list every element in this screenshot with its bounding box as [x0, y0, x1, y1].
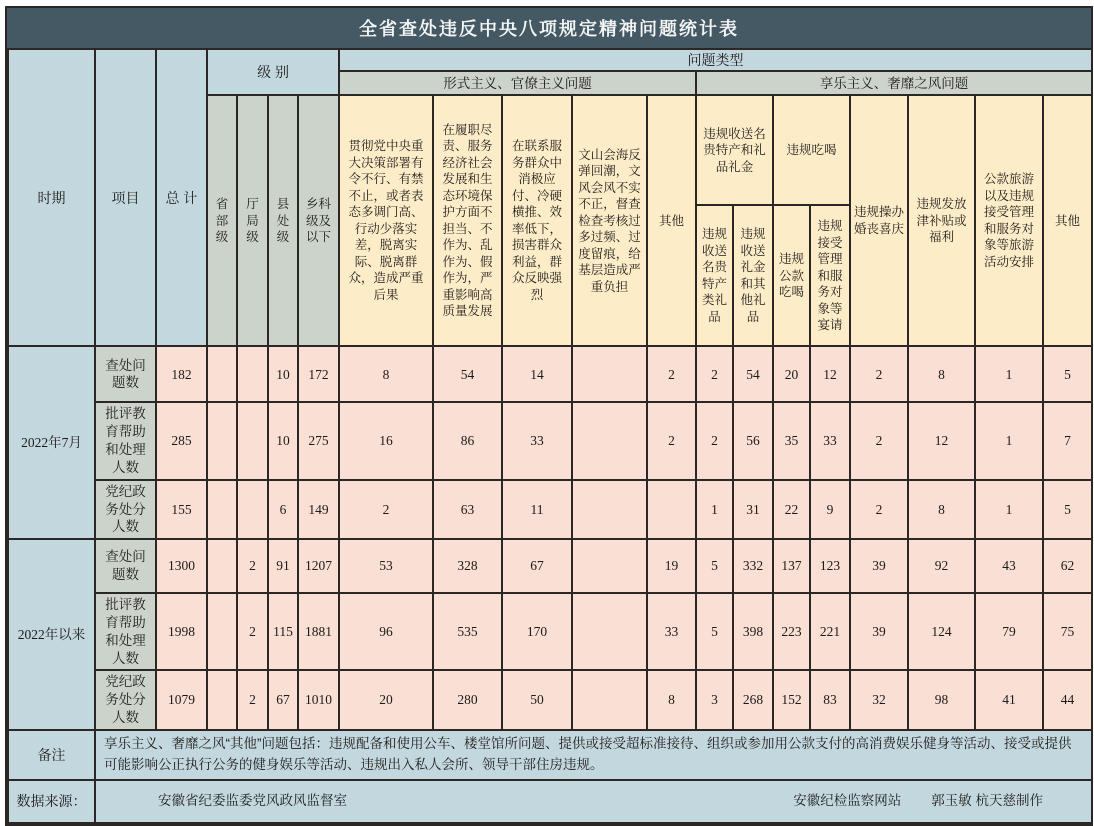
col-header-gifts-money: 违规收送礼金和其他礼品: [733, 205, 773, 346]
data-cell: 1079: [156, 670, 207, 729]
group-header-formalism: 形式主义、官僚主义问题: [339, 71, 696, 95]
data-cell: 41: [975, 670, 1043, 729]
data-cell: 2: [850, 480, 908, 539]
col-header-formalism-other: 其他: [647, 95, 696, 346]
data-cell: 86: [433, 402, 502, 479]
data-cell: [572, 346, 647, 402]
data-cell: [207, 480, 237, 539]
data-cell: [207, 539, 237, 593]
data-cell: 5: [696, 539, 733, 593]
source-organization: 安徽省纪委监委党风政风监督室: [158, 793, 347, 809]
data-cell: 67: [268, 670, 298, 729]
data-cell: 280: [433, 670, 502, 729]
data-cell: 43: [975, 539, 1043, 593]
data-cell: 9: [810, 480, 850, 539]
data-cell: [207, 670, 237, 729]
source-right-group: [793, 792, 1043, 810]
source-row: [8, 780, 1092, 823]
data-cell: [237, 346, 268, 402]
data-cell: [207, 593, 237, 670]
data-cell: 2: [237, 593, 268, 670]
col-header-problem-type: 问题类型: [339, 49, 1092, 71]
data-cell: [572, 480, 647, 539]
data-cell: 91: [268, 539, 298, 593]
data-cell: 1: [975, 346, 1043, 402]
col-header-weddings-funerals: 违规操办婚丧喜庆: [850, 95, 908, 346]
source-website: 安徽纪检监察网站: [793, 793, 902, 809]
data-cell: 56: [733, 402, 773, 479]
data-cell: 8: [339, 346, 433, 402]
data-cell: 535: [433, 593, 502, 670]
data-cell: 1207: [298, 539, 339, 593]
data-cell: 152: [773, 670, 810, 729]
data-cell: 44: [1043, 670, 1092, 729]
data-cell: [237, 480, 268, 539]
data-cell: 1: [975, 480, 1043, 539]
data-cell: 39: [850, 539, 908, 593]
col-header-dining-banquets: 违规接受管理和服务对象等宴请: [810, 205, 850, 346]
data-cell: 79: [975, 593, 1043, 670]
data-cell: 33: [647, 593, 696, 670]
data-cell: 8: [647, 670, 696, 729]
period-label-july-2022: 2022年7月: [8, 346, 95, 539]
col-header-level-township: 乡科级及以下: [298, 95, 339, 346]
data-cell: 1300: [156, 539, 207, 593]
data-cell: 2: [850, 346, 908, 402]
source-label: 数据来源：: [8, 780, 95, 823]
col-header-level-group: 级 别: [207, 49, 339, 95]
data-cell: 50: [502, 670, 572, 729]
data-cell: 8: [908, 480, 975, 539]
data-cell: [647, 480, 696, 539]
row-label-disciplinary-action: 党纪政务处分人数: [95, 670, 156, 729]
data-cell: 3: [696, 670, 733, 729]
data-cell: 98: [908, 670, 975, 729]
data-cell: 1998: [156, 593, 207, 670]
data-cell: 223: [773, 593, 810, 670]
data-cell: [572, 539, 647, 593]
data-cell: [207, 402, 237, 479]
data-cell: 123: [810, 539, 850, 593]
data-cell: 31: [733, 480, 773, 539]
data-cell: 170: [502, 593, 572, 670]
data-cell: 67: [502, 539, 572, 593]
data-cell: 2: [647, 402, 696, 479]
data-cell: 12: [810, 346, 850, 402]
data-cell: 92: [908, 539, 975, 593]
data-cell: 33: [502, 402, 572, 479]
header-row-1: [8, 49, 1092, 71]
data-cell: 83: [810, 670, 850, 729]
data-cell: 275: [298, 402, 339, 479]
data-cell: 11: [502, 480, 572, 539]
table-row: [8, 480, 1092, 539]
data-cell: [572, 402, 647, 479]
col-header-hedonism-other: 其他: [1043, 95, 1092, 346]
data-cell: 53: [339, 539, 433, 593]
row-label-disciplinary-action: 党纪政务处分人数: [95, 480, 156, 539]
data-cell: 155: [156, 480, 207, 539]
data-cell: 2: [647, 346, 696, 402]
data-cell: 5: [1043, 480, 1092, 539]
col-header-level-department: 厅局级: [237, 95, 268, 346]
data-cell: 137: [773, 539, 810, 593]
data-cell: 32: [850, 670, 908, 729]
row-label-problems-found: 查处问题数: [95, 539, 156, 593]
data-cell: 54: [433, 346, 502, 402]
data-cell: 2: [696, 346, 733, 402]
table-row: [8, 593, 1092, 670]
table-row: [8, 346, 1092, 402]
data-cell: 22: [773, 480, 810, 539]
col-header-item: 项目: [95, 49, 156, 346]
note-text: 享乐主义、奢靡之风“其他”问题包括：违规配备和使用公车、楼堂馆所问题、提供或接受超标准接待、组织或参加用公款支付的高消费娱乐健身等活动、接受或提供可能影响公正执行公务的健身娱乐等活动、违规出入私人会所、领导干部住房违规。: [95, 730, 1092, 780]
data-cell: 10: [268, 402, 298, 479]
table-title: 全省查处违反中央八项规定精神问题统计表: [7, 8, 1091, 48]
col-header-formalism-2: 在履职尽责、服务经济社会发展和生态环境保护方面不担当、不作为、乱作为、假作为，严重影响高质量发展: [433, 95, 502, 346]
data-cell: 16: [339, 402, 433, 479]
data-cell: 75: [1043, 593, 1092, 670]
data-cell: 20: [339, 670, 433, 729]
data-cell: [237, 402, 268, 479]
data-cell: 39: [850, 593, 908, 670]
group-header-dining: 违规吃喝: [773, 95, 850, 205]
statistics-table: [7, 48, 1093, 824]
data-cell: 2: [237, 539, 268, 593]
data-cell: 6: [268, 480, 298, 539]
source-content: [95, 780, 1092, 823]
col-header-level-county: 县处级: [268, 95, 298, 346]
data-cell: 12: [908, 402, 975, 479]
data-cell: 8: [908, 346, 975, 402]
data-cell: 1010: [298, 670, 339, 729]
col-header-formalism-4: 文山会海反弹回潮，文风会风不实不正，督查检查考核过多过频、过度留痕，给基层造成严重负担: [572, 95, 647, 346]
data-cell: 2: [339, 480, 433, 539]
data-cell: 62: [1043, 539, 1092, 593]
data-cell: 332: [733, 539, 773, 593]
data-cell: 63: [433, 480, 502, 539]
col-header-dining-public-funds: 违规公款吃喝: [773, 205, 810, 346]
col-header-gifts-specialty: 违规收送名贵特产类礼品: [696, 205, 733, 346]
data-cell: 1: [696, 480, 733, 539]
col-header-formalism-3: 在联系服务群众中消极应付、冷硬横推、效率低下，损害群众利益，群众反映强烈: [502, 95, 572, 346]
group-header-gifts: 违规收送名贵特产和礼品礼金: [696, 95, 773, 205]
data-cell: 7: [1043, 402, 1092, 479]
data-cell: 172: [298, 346, 339, 402]
data-cell: 10: [268, 346, 298, 402]
data-cell: 2: [850, 402, 908, 479]
table-row: [8, 539, 1092, 593]
data-cell: 1: [975, 402, 1043, 479]
col-header-level-province: 省部级: [207, 95, 237, 346]
data-cell: 149: [298, 480, 339, 539]
data-cell: [572, 593, 647, 670]
col-header-period: 时期: [8, 49, 95, 346]
data-cell: 124: [908, 593, 975, 670]
col-header-total: 总 计: [156, 49, 207, 346]
statistics-sheet: [5, 6, 1093, 826]
data-cell: 2: [237, 670, 268, 729]
data-cell: 285: [156, 402, 207, 479]
data-cell: 182: [156, 346, 207, 402]
col-header-subsidies: 违规发放津补贴或福利: [908, 95, 975, 346]
data-cell: 5: [696, 593, 733, 670]
data-cell: 328: [433, 539, 502, 593]
credits: 郭玉敏 杭天慈制作: [931, 793, 1044, 809]
data-cell: 115: [268, 593, 298, 670]
source-content-layout: [96, 792, 1091, 810]
row-label-criticism-education: 批评教育帮助和处理人数: [95, 593, 156, 670]
data-cell: 96: [339, 593, 433, 670]
col-header-public-funded-travel: 公款旅游以及违规接受管理和服务对象等旅游活动安排: [975, 95, 1043, 346]
table-row: [8, 670, 1092, 729]
period-label-since-2022: 2022年以来: [8, 539, 95, 730]
table-row: [8, 402, 1092, 479]
data-cell: 221: [810, 593, 850, 670]
data-cell: [207, 346, 237, 402]
data-cell: [572, 670, 647, 729]
data-cell: 14: [502, 346, 572, 402]
data-cell: 1881: [298, 593, 339, 670]
data-cell: 33: [810, 402, 850, 479]
col-header-formalism-1: 贯彻党中央重大决策部署有令不行、有禁不止，或者表态多调门高、行动少落实差，脱离实际、脱离群众，造成严重后果: [339, 95, 433, 346]
row-label-criticism-education: 批评教育帮助和处理人数: [95, 402, 156, 479]
data-cell: 2: [696, 402, 733, 479]
data-cell: 20: [773, 346, 810, 402]
data-cell: 268: [733, 670, 773, 729]
data-cell: 398: [733, 593, 773, 670]
row-label-problems-found: 查处问题数: [95, 346, 156, 402]
data-cell: 54: [733, 346, 773, 402]
note-label: 备注: [8, 730, 95, 780]
data-cell: 35: [773, 402, 810, 479]
note-row: [8, 730, 1092, 780]
group-header-hedonism: 享乐主义、奢靡之风问题: [696, 71, 1092, 95]
data-cell: 5: [1043, 346, 1092, 402]
data-cell: 19: [647, 539, 696, 593]
